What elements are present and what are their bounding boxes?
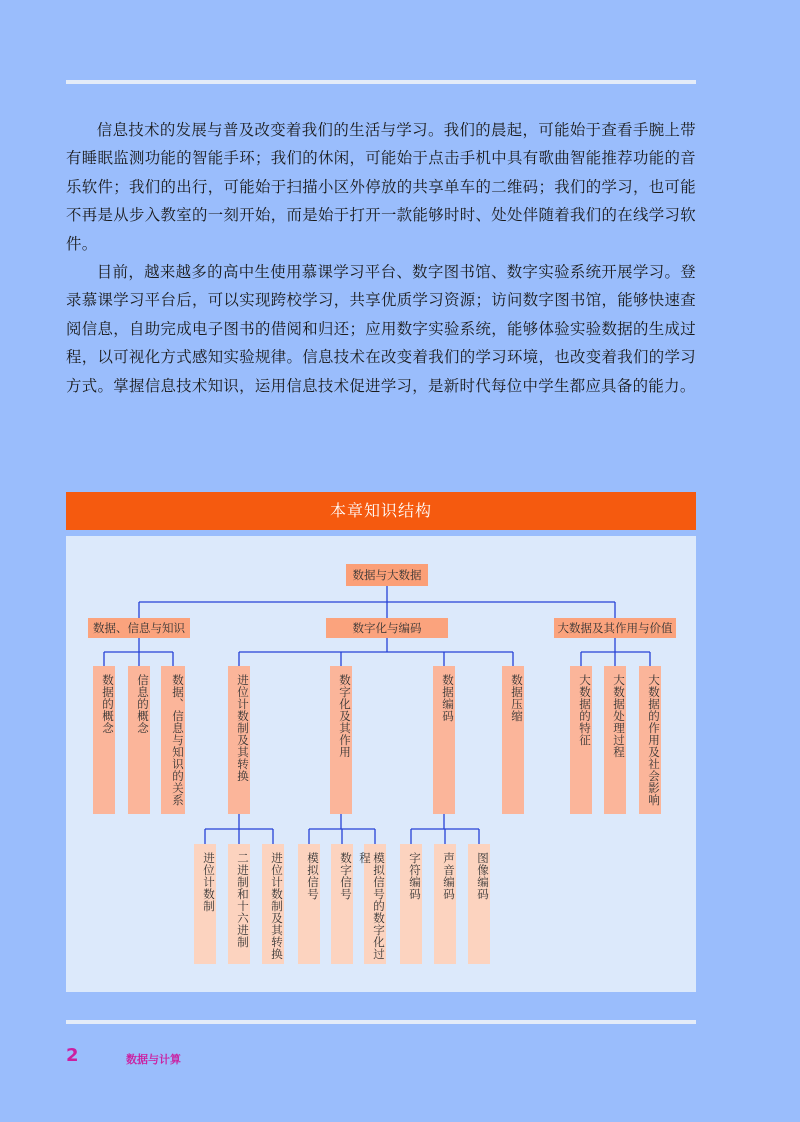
node-big-data-impact: 大数据的作用及社会影响 [639,666,661,814]
node-digital-signal: 数字信号 [331,844,353,964]
chapter-structure-banner: 本章知识结构 [66,492,696,530]
node-number-systems: 进位计数制及其转换 [228,666,250,814]
node-big-data-features: 大数据的特征 [570,666,592,814]
node-binary-hex: 二进制和十六进制 [228,844,250,964]
node-data-encoding: 数据编码 [433,666,455,814]
node-positional-notation: 进位计数制 [194,844,216,964]
node-big-data-processing: 大数据处理过程 [604,666,626,814]
paragraph-1: 信息技术的发展与普及改变着我们的生活与学习。我们的晨起，可能始于查看手腕上带有睡眠监测功能的智能手环；我们的休闲，可能始于点击手机中具有歌曲智能推荐功能的音乐软件；我们的出行，可能始于扫描小区外停放的共享单车的二维码；我们的学习，也可能不再是从步入教室的一刻开始，而是始于打开一款能够时时、处处伴随着我们的在线学习软件。 [66,121,696,253]
node-number-conversion: 进位计数制及其转换 [262,844,284,964]
book-title: 数据与计算 [126,1053,181,1066]
node-root: 数据与大数据 [346,564,428,586]
node-character-encoding: 字符编码 [400,844,422,964]
node-data-info-knowledge: 数据、信息与知识 [88,618,190,638]
node-big-data-value: 大数据及其作用与价值 [554,618,676,638]
node-data-concept: 数据的概念 [93,666,115,814]
knowledge-structure-panel [66,536,696,992]
intro-text [66,116,696,400]
top-rule [66,80,696,84]
node-data-compression: 数据压缩 [502,666,524,814]
bottom-rule [66,1020,696,1024]
paragraph-2: 目前，越来越多的高中生使用慕课学习平台、数字图书馆、数字实验系统开展学习。登录慕课学习平台后，可以实现跨校学习，共享优质学习资源；访问数字图书馆，能够快速查阅信息，自助完成电子图书的借阅和归还；应用数字实验系统，能够体验实验数据的生成过程，以可视化方式感知实验规律。信息技术在改变着我们的学习环境，也改变着我们的学习方式。掌握信息技术知识，运用信息技术促进学习，是新时代每位中学生都应具备的能力。 [66,263,696,395]
node-image-encoding: 图像编码 [468,844,490,964]
node-info-concept: 信息的概念 [128,666,150,814]
node-data-info-knowledge-relation: 数据、信息与知识的关系 [161,666,185,814]
node-audio-encoding: 声音编码 [434,844,456,964]
node-analog-signal: 模拟信号 [298,844,320,964]
node-digitization-role: 数字化及其作用 [330,666,352,814]
node-analog-digitization-process: 模拟信号的数字化过程 [364,844,386,964]
node-digitization-encoding: 数字化与编码 [326,618,448,638]
page-number: 2 [66,1045,79,1066]
